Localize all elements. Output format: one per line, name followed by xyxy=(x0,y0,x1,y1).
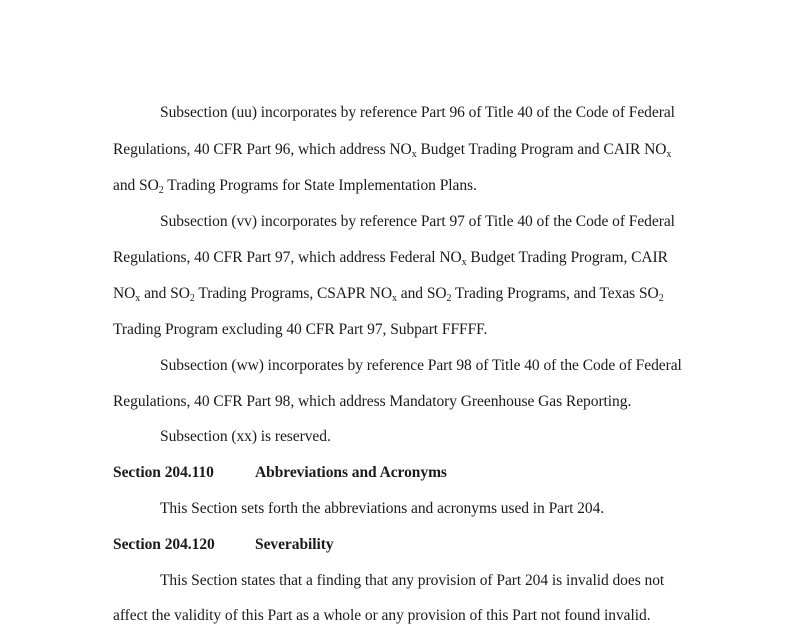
text-line: Subsection (uu) incorporates by reference Part 96 of Title 40 of the Code of Federal xyxy=(160,104,675,121)
text-line: Regulations, 40 CFR Part 97, which address Federal $NO_x$ Budget Trading Program, CAIR xyxy=(113,249,668,268)
text-line: This Section sets forth the abbreviations and acronyms used in Part 204. xyxy=(160,500,605,517)
text-line: Trading Program excluding 40 CFR Part 97, Subpart FFFFF. xyxy=(113,321,488,338)
section-title: Abbreviations and Acronyms xyxy=(255,464,447,481)
text-line: affect the validity of this Part as a whole or any provision of this Part not found invalid. xyxy=(113,607,651,624)
section-heading xyxy=(113,463,447,483)
section-number: Section 204.120 xyxy=(113,536,215,553)
text-line: Subsection (vv) incorporates by reference Part 97 of Title 40 of the Code of Federal xyxy=(160,213,675,230)
text-line: Subsection (ww) incorporates by reference Part 98 of Title 40 of the Code of Federal xyxy=(160,357,682,374)
section-heading xyxy=(113,535,334,555)
text-line: Regulations, 40 CFR Part 96, which address $NO_x$ Budget Trading Program and CAIR $NO_x$ xyxy=(113,141,672,160)
text-line: Subsection (xx) is reserved. xyxy=(160,428,331,445)
section-title: Severability xyxy=(255,536,334,553)
text-line: $NO_x$ and $SO_2$ Trading Programs, CSAPR $NO_x$ and $SO_2$ Trading Programs, and Texas $SO_2$ xyxy=(113,285,664,304)
section-number: Section 204.110 xyxy=(113,464,214,481)
text-line: Regulations, 40 CFR Part 98, which address Mandatory Greenhouse Gas Reporting. xyxy=(113,393,632,410)
text-line: This Section states that a finding that any provision of Part 204 is invalid does not xyxy=(160,572,665,589)
text-line: and $SO_2$ Trading Programs for State Implementation Plans. xyxy=(113,177,477,196)
